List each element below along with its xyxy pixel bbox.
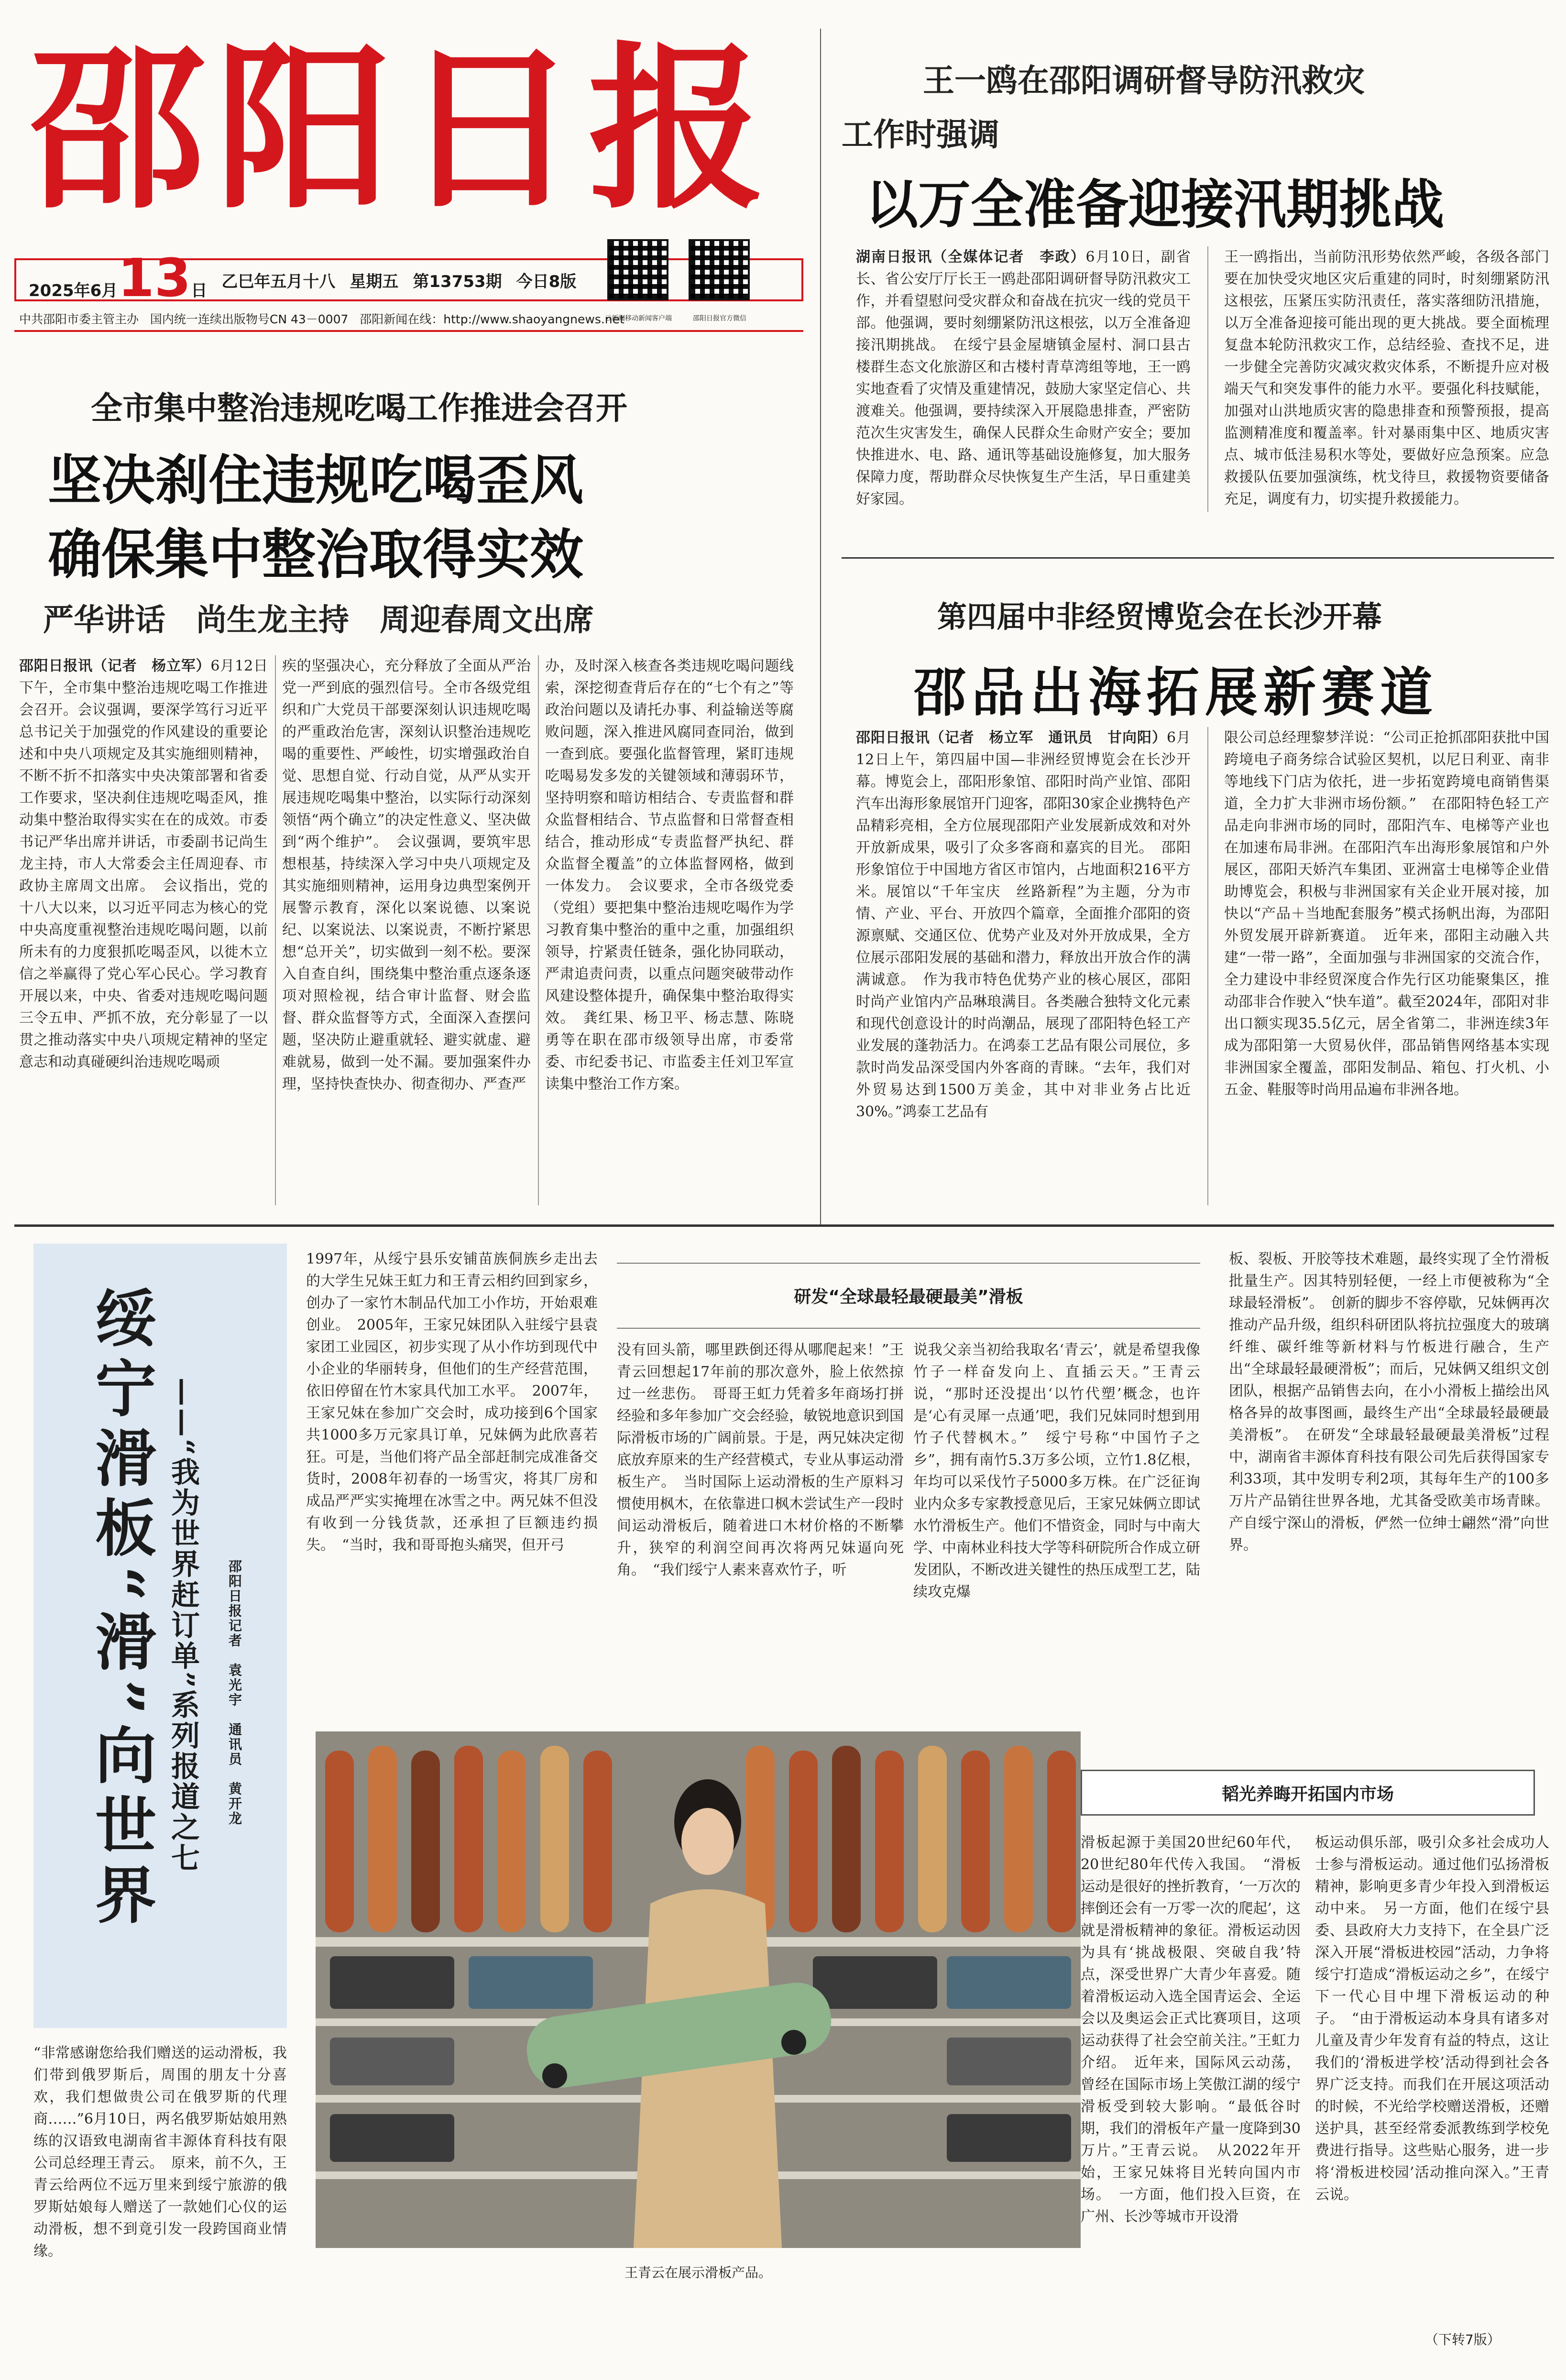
feature-column-6: 板运动俱乐部，吸引众多社会成功人士参与滑板运动。通过他们弘扬滑板精神，影响更多青少年投入到滑板运动中来。 另一方面，他们在绥宁县委、县政府大力支持下，在全县广泛深入开展“滑板进校园”活动，力争将绥宁打造成“滑板运动之乡”，在绥宁下一代心目中埋下滑板运动的种子。 “由于滑板运动本身具有诸多对儿童及青少年发育有益的特点，这让我们的‘滑板进学校’活动得到社会各界广泛支持。而我们在开展这项活动的时候，不光给学校赠送滑板，还赠送护具，甚至经常委派教练到学校免费进行指导。这些贴心服务，进一步将‘滑板进校园’活动推向深入。”王青云说。 [1315, 1834, 1549, 2203]
feature-column-3: 说我父亲当初给我取名‘青云’，就是希望我像竹子一样奋发向上、直插云天。”王青云说，“那时还没提出‘以竹代塑’概念，也许是‘心有灵犀一点通’吧，我们兄妹同时想到用竹子代替枫木。” 绥宁号称“中国竹子之乡”，拥有南竹5.3万多公顷，立竹1.8亿根，年均可以采伐竹子5000多万株。在广泛征询业内众多专家教授意见后，王家兄妹俩立即试水竹滑板生产。他们不惜资金，同时与中南大学、中南林业科技大学等科研院所合作成立研发团队，不断改进关键性的热压成型工艺，陆续攻克爆 [913, 1342, 1200, 1600]
flood-headline: 以万全准备迎接汛期挑战 [865, 174, 1444, 235]
subhead-rule [617, 1263, 1200, 1264]
section-rule [842, 557, 1554, 559]
expo-column-2: 限公司总经理黎梦洋说：“公司正抢抓邵阳获批中国跨境电子商务综合试验区契机，以尼日利亚、南非等地线下门店为依托，进一步拓宽跨境电商销售渠道，全力扩大非洲市场份额。” 在邵阳特色轻工产品走向非洲市场的同时，邵阳汽车、电梯等产业也在加速布局非洲。在邵阳汽车出海形象展馆和户外展区，邵阳天娇汽车集团、亚洲富士电梯等企业借助博览会，积极与非洲国家有关企业开展对接，加快以“产品＋当地配套服务”模式扬帆出海，为邵阳外贸发展开辟新赛道。 近年来，邵阳主动融入共建“一带一路”，全面加强与非洲国家的交流合作，全力建设中非经贸深度合作先行区功能聚集区，推动邵非合作驶入“快车道”。截至2024年，邵阳对非出口额实现35.5亿元，居全省第二，非洲连续3年成为邵阳第一大贸易伙伴，邵品销售网络基本实现非洲国家全覆盖，邵阳发制品、箱包、打火机、小五金、鞋服等时尚用品遍布非洲各地。 [1224, 729, 1549, 1098]
discipline-column-3: 办，及时深入核查各类违规吃喝问题线索，深挖彻查背后存在的“七个有之”等政治问题以及请托办事、利益输送等腐败问题，深入推进风腐同查同治，做到一查到底。要强化监督管理，紧盯违规吃喝易发多发的关键领域和薄弱环节，坚持明察和暗访相结合、专责监督和群众监督相结合、节点监督和日常督查相结合，推动形成“专责监督严执纪、群众监督全覆盖”的立体监督网格，做到一体发力。 会议要求，全市各级党委（党组）要把集中整治违规吃喝作为学习教育集中整治的重中之重，加强组织领导，拧紧责任链条，强化协同联动，严肃追责问责，以重点问题突破带动作风建设整体提升，确保集中整治取得实效。 龚红果、杨卫平、杨志慧、陈晓勇等在职在邵市级领导出席，市委常委、市纪委书记、市监委主任刘卫军宣读集中整治工作方案。 [545, 658, 794, 1092]
feature-title: 绥宁滑板“滑”向世界 [85, 1287, 156, 1933]
discipline-byline: 邵阳日报讯（记者 杨立军） [19, 658, 211, 674]
section-rule [14, 1224, 1554, 1227]
qr-code-wechat[interactable] [689, 239, 750, 300]
qr-code-icon [607, 239, 668, 300]
feature-column-4: 板、裂板、开胶等技术难题，最终实现了全竹滑板批量生产。因其特别轻便，一经上市便被称为“全球最轻滑板”。 创新的脚步不容停歇，兄妹俩再次推动产品升级，组织科研团队将抗拉强度大的玻璃纤维、碳纤维等新材料与竹板进行融合，生产出“全球最轻最硬滑板”；而后，兄妹俩又组织文创团队，根据产品销售去向，在小小滑板上描绘出风格各异的故事图画，最终生产出“全球最轻最硬最美滑板”。 在研发“全球最轻最硬最美滑板”过程中，湖南省丰源体育科技有限公司先后获得国家专利33项，其中发明专利2项，其每年生产的100多万片产品销往世界各地，尤其备受欧美市场青睐。产自绥宁深山的滑板，俨然一位绅士翩然“滑”向世界。 [1229, 1251, 1549, 1554]
date-label: 2025年6月13日 [29, 247, 208, 309]
feature-subhead-1-box [622, 1272, 1195, 1318]
feature-subhead-1: 研发“全球最轻最硬最美”滑板 [794, 1287, 1023, 1307]
feature-subhead-2: 韬光养晦开拓国内市场 [1221, 1784, 1394, 1804]
feature-sidebar-text: “非常感谢您给我们赠送的运动滑板，我们带到俄罗斯后，周围的朋友十分喜欢，我们想做贵公司在俄罗斯的代理商……”6月10日，两名俄罗斯姑娘用熟练的汉语致电湖南省丰源体育科技有限公司总经理王青云。 原来，前不久，王青云给两位不远万里来到绥宁旅游的俄罗斯姑娘每人赠送了一款她们心仪的运动滑板，想不到竟引发一段跨国商业情缘。 [33, 2045, 287, 2259]
discipline-column-1: 邵阳日报讯（记者 杨立军）6月12日下午，全市集中整治违规吃喝工作推进会召开。会议强调，要深学笃行习近平总书记关于加强党的作风建设的重要论述和中央八项规定及其实施细则精神，不断不折不扣落实中央决策部署和省委工作要求，坚决刹住违规吃喝歪风，推动集中整治取得实实在在的成效。市委书记严华出席并讲话，市委副书记尚生龙主持，市人大常委会主任周迎春、市政协主席周文出席。 会议指出，党的十八大以来，以习近平同志为核心的党中央高度重视整治违规吃喝问题，以前所未有的力度狠抓吃喝歪风，以徙木立信之举赢得了党心军心民心。学习教育开展以来，中央、省委对违规吃喝问题三令五申、严抓不放，充分彰显了一以贯之推动落实中央八项规定精神的坚定意志和动真碰硬纠治违规吃喝顽 [19, 658, 268, 1070]
discipline-headline-1: 坚决刹住违规吃喝歪风 [48, 449, 583, 512]
column-divider [1207, 727, 1208, 1205]
discipline-people: 严华讲话 尚生龙主持 周迎春周文出席 [43, 603, 594, 638]
continued-note: （下转7版） [1425, 2332, 1500, 2347]
feature-column-1: 1997年，从绥宁县乐安铺苗族侗族乡走出去的大学生兄妹王虹力和王青云相约回到家乡，创办了一家竹木制品代加工小作坊，开始艰难创业。 2005年，王家兄妹团队入驻绥宁县袁家团工业园区，初步实现了从小作坊到现代中小企业的华丽转身，但他们的生产经营范围，依旧停留在竹木家具代加工水平。 2007年，王家兄妹在参加广交会时，成功接到6个国家共1000多万元家具订单，兄妹俩为此欣喜若狂。可是，当他们将产品全部赶制完成准备交货时，2008年初春的一场雪灾，将其厂房和成品严严实实掩埋在冰雪之中。两兄妹不但没有收到一分钱货款，还承担了巨额违约损失。 “当时，我和哥哥抱头痛哭，但开弓 [306, 1251, 598, 1554]
qr-code-app[interactable] [607, 239, 668, 300]
lunar-date: 乙巳年五月十八 [221, 272, 336, 291]
issue-number: 第13753期 [413, 272, 502, 291]
photo-caption: 王青云在展示滑板产品。 [624, 2265, 772, 2281]
flood-column-2: 王一鸥指出，当前防汛形势依然严峻，各级各部门要在加快受灾地区灾后重建的同时，时刻绷紧防汛这根弦，压紧压实防汛责任，落实落细防汛措施，以万全准备迎接可能出现的更大挑战。要全面梳理复盘本轮防汛救灾工作，总结经验、查找不足，进一步健全完善防灾减灾救灾体系，不断提升应对极端天气和突发事件的能力水平。要强化科技赋能，加强对山洪地质灾害的隐患排查和预警预报，提高监测精准度和覆盖率。针对暴雨集中区、地质灾害点、城市低洼易积水等处，要做好应急预案。应急救援队伍要加强演练，枕戈待旦，救援物资要储备充足，调度有力，切实提升救援能力。 [1224, 249, 1549, 507]
discipline-column-2: 疾的坚强决心，充分释放了全面从严治党一严到底的强烈信号。全市各级党组织和广大党员干部要深刻认识违规吃喝的严重政治危害，深刻认识整治违规吃喝的重要性、严峻性，切实增强政治自觉、思想自觉、行动自觉，从严从实开展违规吃喝集中整治，以实际行动深刻领悟“两个确立”的决定性意义、坚决做到“两个维护”。 会议强调，要筑牢思想根基，持续深入学习中央八项规定及其实施细则精神，运用身边典型案例开展警示教育，深化以案说德、以案说纪、以案说法、以案说责，不断拧紧思想“总开关”，切实做到一刻不松。要深入自查自纠，围绕集中整治重点逐条逐项对照检视，结合审计监督、财会监督、群众监督等方式，全面深入查摆问题，坚决防止避重就轻、避实就虚、避难就易，做到一处不漏。要加强案件办理，坚持快查快办、彻查彻办、严查严 [282, 658, 531, 1092]
masthead-rule [14, 330, 803, 332]
flood-kicker-1: 王一鸥在邵阳调研督导防汛救灾 [923, 62, 1365, 99]
feature-column-2: 没有回头箭，哪里跌倒还得从哪爬起来！”王青云回想起17年前的那次意外，脸上依然掠过一丝悲伤。 哥哥王虹力凭着多年商场打拼经验和多年参加广交会经验，敏锐地意识到国际滑板市场的广阔前景。于是，两兄妹决定彻底放弃原来的生产经营模式，专业从事运动滑板生产。 当时国际上运动滑板的生产原料习惯使用枫木，在依靠进口枫木尝试生产一段时间运动滑板后，随着进口木材价格的不断攀升，狭窄的利润空间再次将两兄妹逼向死角。 “我们绥宁人素来喜欢竹子，听 [617, 1342, 904, 1578]
feature-subhead-2-box [1081, 1770, 1535, 1816]
column-divider [538, 655, 539, 1205]
feature-series: ——“我为世界赶订单”系列报道之七 [166, 1377, 200, 1874]
masthead-title: 邵阳日报 [29, 25, 775, 233]
column-divider [1207, 246, 1208, 512]
expo-byline: 邵阳日报讯（记者 杨立军 通讯员 甘向阳） [856, 729, 1167, 746]
discipline-kicker: 全市集中整治违规吃喝工作推进会召开 [91, 390, 627, 427]
page-divider [820, 29, 821, 1224]
flood-byline: 湖南日报讯（全媒体记者 李政） [856, 249, 1086, 265]
dateline [14, 247, 803, 309]
discipline-headline-2: 确保集中整治取得实效 [48, 523, 583, 586]
qr-code-icon [689, 239, 750, 300]
page-count: 今日8版 [516, 272, 577, 291]
expo-kicker: 第四届中非经贸博览会在长沙开幕 [937, 599, 1382, 634]
weekday: 星期五 [350, 272, 399, 291]
flood-column-1: 湖南日报讯（全媒体记者 李政）6月10日，副省长、省公安厅厅长王一鸥赴邵阳调研督导防汛救灾工作，并看望慰问受灾群众和奋战在抗灾一线的党员干部。他强调，要时刻绷紧防汛这根弦，以万全准备迎接汛期挑战。 在绥宁县金屋塘镇金屋村、洞口县古楼群生态文化旅游区和古楼村青草湾组等地，王一鸥实地查看了灾情及重建情况，鼓励大家坚定信心、共渡难关。他强调，要持续深入开展隐患排查，严密防范次生灾害发生，确保人民群众生命财产安全；要加快推进水、电、路、通讯等基础设施修复，加大服务保障力度，帮助群众尽快恢复生产生活，早日重建美好家园。 [856, 249, 1191, 507]
expo-headline: 邵品出海拓展新赛道 [913, 661, 1438, 723]
flood-kicker-2: 工作时强调 [842, 116, 999, 153]
feature-column-5: 滑板起源于美国20世纪60年代，20世纪80年代传入我国。 “滑板运动是很好的挫折教育，‘一万次的摔倒还会有一万零一次的爬起’，这就是滑板精神的象征。滑板运动因为具有‘挑战极限、突破自我’特点，深受世界广大青少年喜爱。随着滑板运动入选全国青运会、全运会以及奥运会正式比赛项目，这项运动获得了社会空前关注。”王虹力介绍。 近年来，国际风云动荡，曾经在国际市场上笑傲江湖的绥宁滑板受到较大影响。“最低谷时期，我们的滑板年产量一度降到30万片。”王青云说。 从2022年开始，王家兄妹将目光转向国内市场。 一方面，他们投入巨资，在广州、长沙等城市开设滑 [1081, 1834, 1301, 2225]
qr-caption-wechat: 邵阳日报官方微信 [693, 315, 746, 322]
date-day: 13 [118, 247, 191, 309]
feature-photo [316, 1731, 1081, 2296]
skateboard-showroom-image [316, 1731, 1081, 2296]
qr-caption-app: 云新闻移动新闻客户端 [605, 315, 672, 322]
expo-column-1: 邵阳日报讯（记者 杨立军 通讯员 甘向阳）6月12日上午，第四届中国—非洲经贸博览会在长沙开幕。博览会上，邵阳形象馆、邵阳时尚产业馆、邵阳汽车出海形象展馆开门迎客，邵阳30家企业携特色产品精彩亮相，全方位展现邵阳产业发展新成效和对外开放新成果，吸引了众多客商和嘉宾的目光。 邵阳形象馆位于中国地方省区市馆内，占地面积216平方米。展馆以“千年宝庆 丝路新程”为主题，分为市情、产业、平台、开放四个篇章，全面推介邵阳的资源禀赋、交通区位、优势产业及对外开放成果，全方位展示邵阳发展的基础和潜力，释放出开放合作的满满诚意。 作为我市特色优势产业的核心展区，邵阳时尚产业馆内产品琳琅满目。各类融合独特文化元素和现代创意设计的时尚潮品，展现了邵阳特色轻工产业发展的蓬勃活力。在鸿泰工艺品有限公司展位，多款时尚发品深受国内外客商的青睐。“去年，我们对外贸易达到1500万美金，其中对非业务占比近30%。”鸿泰工艺品有 [856, 729, 1191, 1120]
publisher-line: 中共邵阳市委主管主办 国内统一连续出版物号CN 43－0007 邵阳新闻在线：http://www.shaoyangnews.net [19, 312, 624, 326]
subhead-rule [617, 1328, 1200, 1329]
feature-byline: 邵阳日报记者 袁光宇 通讯员 黄开龙 [227, 1559, 242, 1826]
column-divider [275, 655, 276, 1205]
